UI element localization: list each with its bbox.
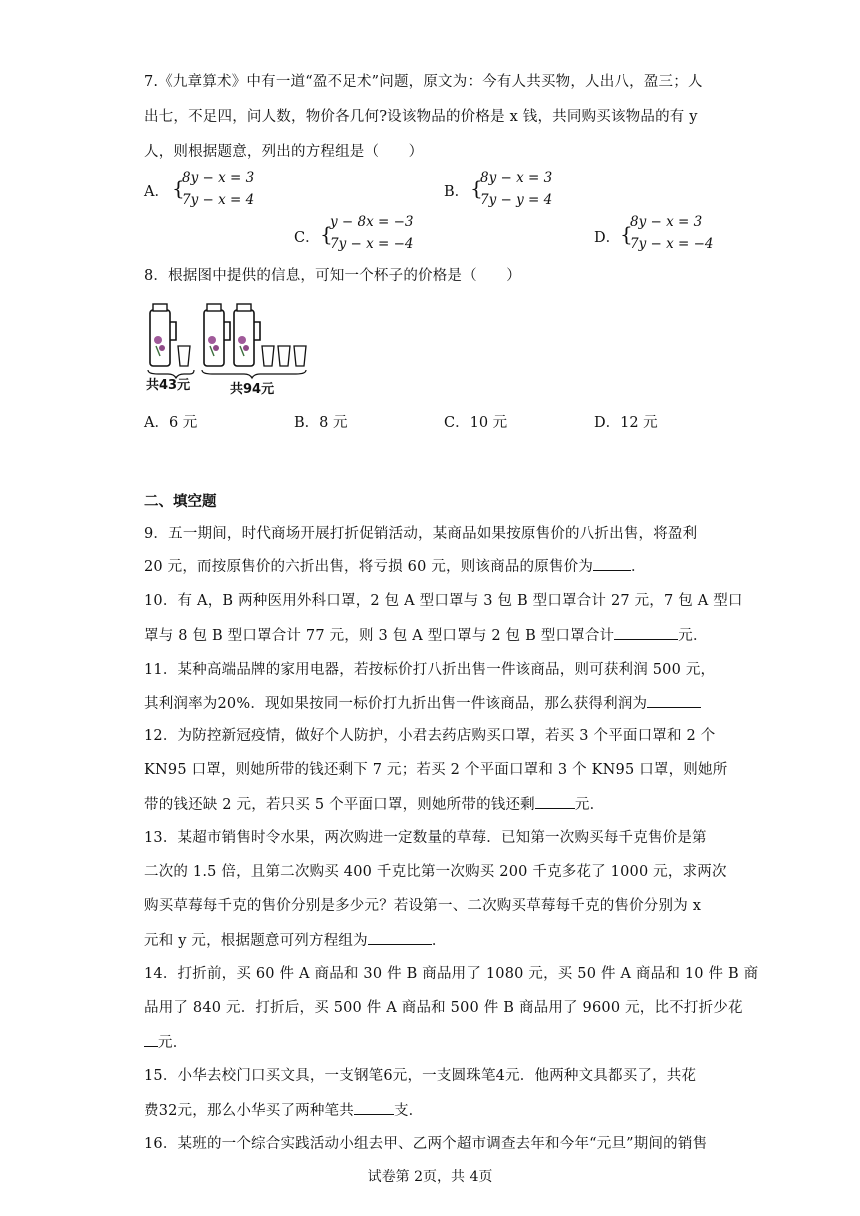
q13-line4-text: 元和 y 元，根据题意可列方程组为 [144, 933, 368, 949]
q14-line3-end: 元． [158, 1035, 188, 1051]
answer-blank[interactable] [368, 930, 432, 945]
q12-line3-end: 元． [574, 797, 605, 813]
brace-icon: { [620, 222, 633, 246]
q8-figure [144, 302, 314, 397]
brace-icon: { [320, 222, 333, 246]
q11-line2-text: 其利润率为20%．现如果按同一标价打九折出售一件该商品，那么获得利润为 [144, 696, 648, 712]
q13-line2: 二次的 1.5 倍，且第二次购买 400 千克比第一次购买 200 千克多花了 1000 元，求两次 [144, 864, 727, 880]
brace-icon: { [172, 176, 185, 200]
q15-line1: 15．小华去校门口买文具，一支钢笔6元，一支圆珠笔4元．他两种文具都买了，共花 [144, 1068, 697, 1084]
option-label: A． [144, 184, 169, 200]
q12-line2: KN95 口罩，则她所带的钱还剩下 7 元；若买 2 个平面口罩和 3 个 KN95 口罩，则她所 [144, 762, 728, 778]
equation: 7y − x = −4 [330, 236, 414, 252]
cup-icon [262, 346, 274, 366]
page-footer: 试卷第 2页，共 4页 [367, 1169, 493, 1185]
thermos-icon [204, 304, 230, 366]
q10-line2-text: 罩与 8 包 B 型口罩合计 77 元，则 3 包 A 型口罩与 2 包 B 型口罩合计 [144, 628, 615, 644]
q16-line1: 16．某班的一个综合实践活动小组去甲、乙两个超市调查去年和今年“元旦”期间的销售 [144, 1136, 708, 1152]
q12-line1: 12．为防控新冠疫情，做好个人防护，小君去药店购买口罩，若买 3 个平面口罩和 2 个 [144, 728, 716, 744]
q8-text: 8．根据图中提供的信息，可知一个杯子的价格是（ ） [144, 268, 521, 284]
thermos-icon [234, 304, 260, 366]
answer-blank[interactable] [354, 1100, 394, 1115]
equation: y − 8x = −3 [330, 214, 414, 230]
q7-line1: 7.《九章算术》中有一道“盈不足术”问题，原文为：今有人共买物，人出八，盈三；人 [144, 74, 703, 90]
q13-line4 [144, 930, 719, 951]
q13-line4-end: ． [431, 933, 447, 949]
q13-line1: 13．某超市销售时令水果，两次购进一定数量的草莓．已知第一次购买每千克售价是第 [144, 830, 707, 846]
q15-line2-end: 支． [393, 1103, 424, 1119]
q9-line2-text: 20 元，而按原售价的六折出售，将亏损 60 元，则该商品的原售价为 [144, 559, 594, 575]
q12-line3-text: 带的钱还缺 2 元，若只买 5 个平面口罩，则她所带的钱还剩 [144, 797, 535, 813]
answer-blank[interactable] [144, 1032, 158, 1047]
cup-icon [294, 346, 306, 366]
answer-blank[interactable] [535, 794, 575, 809]
q15-line2 [144, 1100, 719, 1121]
q9-line2-end: ． [631, 559, 646, 575]
figure-label-right: 共94元 [230, 382, 275, 397]
q15-line2-text: 费32元，那么小华买了两种笔共 [144, 1103, 354, 1119]
q10-line1: 10．有 A，B 两种医用外科口罩，2 包 A 型口罩与 3 包 B 型口罩合计 27 元，7 包 A 型口 [144, 593, 743, 609]
q8-option-d[interactable]: D．12 元 [594, 415, 658, 431]
answer-blank[interactable] [614, 625, 678, 640]
answer-blank[interactable] [647, 693, 701, 708]
equation: 8y − x = 3 [182, 170, 255, 186]
q8-option-a[interactable]: A．6 元 [144, 415, 198, 431]
equation: 7y − x = 4 [182, 192, 255, 208]
q8-option-b[interactable]: B．8 元 [294, 415, 348, 431]
equation: 7y − x = −4 [630, 236, 714, 252]
q11-line2 [144, 693, 719, 714]
q7-line2: 出七，不足四，问人数，物价各几何?设该物品的价格是 x 钱，共同购买该物品的有 y [144, 109, 698, 125]
figure-label-left: 共43元 [146, 378, 191, 393]
q12-line3 [144, 794, 719, 815]
q11-line1: 11．某种高端品牌的家用电器，若按标价打八折出售一件该商品，则可获利润 500 元， [144, 662, 716, 678]
equation: 8y − x = 3 [630, 214, 703, 230]
brace-icon: { [470, 176, 483, 200]
q9-line2 [144, 556, 719, 577]
equation: 8y − x = 3 [480, 170, 553, 186]
cup-icon [278, 346, 290, 366]
q7-line3: 人，则根据题意，列出的方程组是（ ） [144, 144, 424, 160]
section-heading: 二、填空题 [144, 493, 217, 510]
thermos-icon [150, 304, 176, 366]
equation: 7y − y = 4 [480, 192, 553, 208]
q9-line1: 9．五一期间，时代商场开展打折促销活动，某商品如果按原售价的八折出售，将盈利 [144, 526, 698, 542]
q14-line1: 14．打折前，买 60 件 A 商品和 30 件 B 商品用了 1080 元，买 50 件 A 商品和 10 件 B 商 [144, 966, 759, 982]
q8-option-c[interactable]: C．10 元 [444, 415, 508, 431]
option-label: B． [444, 184, 470, 200]
q10-line2-end: 元． [678, 628, 708, 644]
q13-line3: 购买草莓每千克的售价分别是多少元？若设第一、二次购买草莓每千克的售价分别为 x [144, 898, 702, 914]
option-label: D． [594, 230, 621, 246]
q14-line3 [144, 1032, 719, 1053]
q14-line2: 品用了 840 元．打折后，买 500 件 A 商品和 500 件 B 商品用了 9600 元，比不打折少花 [144, 1000, 743, 1016]
q10-line2 [144, 625, 719, 646]
option-label: C． [294, 230, 320, 246]
answer-blank[interactable] [593, 556, 631, 571]
cup-icon [178, 346, 190, 366]
